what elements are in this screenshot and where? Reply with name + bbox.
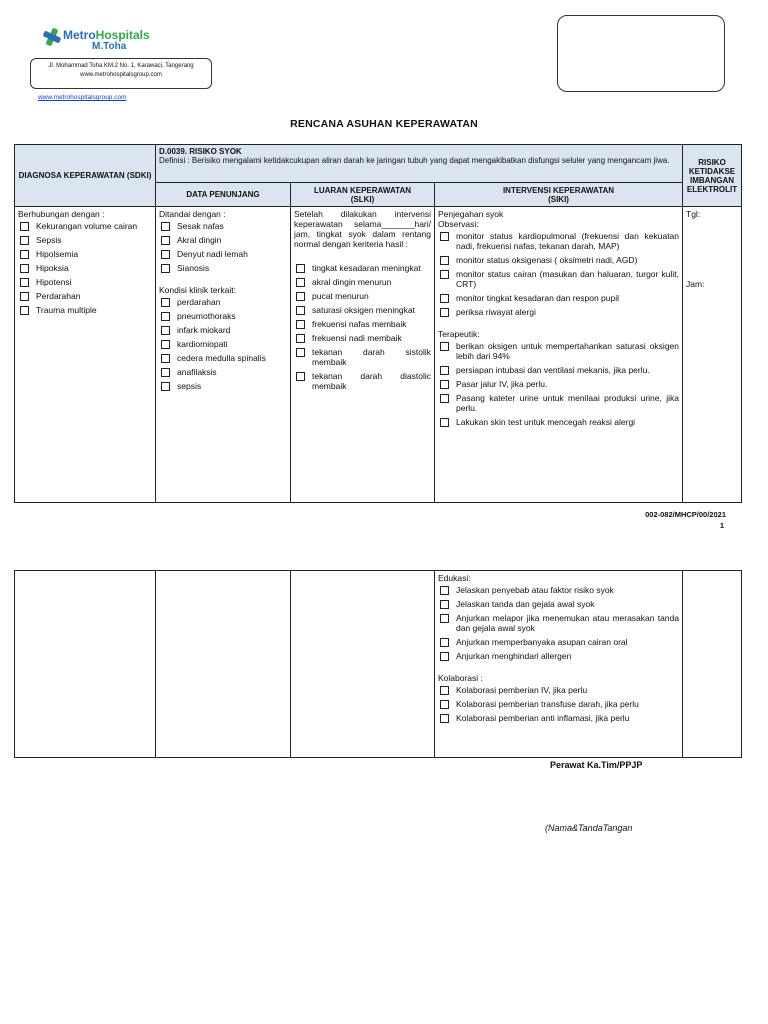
checklist-item <box>438 685 679 695</box>
checkbox[interactable] <box>440 342 449 351</box>
checklist-item <box>438 417 679 427</box>
checklist-item-label: Pasar jalur IV, jika perlu. <box>456 379 548 389</box>
diagnosa-cell-2 <box>15 571 156 758</box>
checklist-item-label: kardiomiopati <box>177 339 228 349</box>
checkbox[interactable] <box>161 250 170 259</box>
checklist-item <box>159 221 287 231</box>
diagnosis-code: D.0039. RISIKO SYOK <box>159 147 242 156</box>
kondisi-heading: Kondisi klinik terkait: <box>159 285 237 295</box>
diagnosis-header <box>156 145 683 183</box>
checkbox[interactable] <box>440 394 449 403</box>
checkbox[interactable] <box>161 264 170 273</box>
checklist-item <box>18 235 152 245</box>
intervensi-cell <box>435 207 683 503</box>
checkbox[interactable] <box>440 308 449 317</box>
checklist-item-label: monitor status kardiopulmonal (frekuensi dan kekuatan nadi, frekuensi nafas, tekanan darah, MAP) <box>456 231 680 251</box>
checkbox[interactable] <box>440 652 449 661</box>
checkbox[interactable] <box>20 250 29 259</box>
hospital-logo-icon <box>42 27 62 47</box>
checkbox[interactable] <box>161 312 170 321</box>
checklist-item <box>438 393 679 413</box>
checklist-item-label: Anjurkan menghindari allergen <box>456 651 572 661</box>
checklist-item-label: tekanan darah diastolic membaik <box>312 371 431 391</box>
intervensi-subtitle: (SIKI) <box>548 194 569 204</box>
checkbox[interactable] <box>296 334 305 343</box>
penunjang-heading: Ditandai dengan : <box>159 209 226 219</box>
intervensi-cell-2 <box>435 571 683 758</box>
diagnosa-cell <box>15 207 156 503</box>
diagnosa-list <box>18 221 152 315</box>
edukasi-label: Edukasi: <box>438 573 471 583</box>
checklist-item-label: saturasi oksigen meningkat <box>312 305 416 315</box>
checklist-item <box>159 381 287 391</box>
checkbox[interactable] <box>161 382 170 391</box>
checkbox[interactable] <box>161 340 170 349</box>
checklist-item-label: Kolaborasi pemberian anti inflamasi, jika perlu <box>456 713 630 723</box>
document-title: RENCANA ASUHAN KEPERAWATAN <box>290 118 478 130</box>
checklist-item <box>159 249 287 259</box>
checkbox[interactable] <box>161 222 170 231</box>
logo-metro: Metro <box>63 28 96 42</box>
checklist-item <box>159 339 287 349</box>
checkbox[interactable] <box>440 380 449 389</box>
checklist-item-label: frekuensi nadi membaik <box>312 333 402 343</box>
checklist-item <box>438 269 679 289</box>
checklist-item-label: Perdarahan <box>36 291 81 301</box>
checkbox[interactable] <box>20 292 29 301</box>
risiko-cell-2 <box>683 571 742 758</box>
checklist-item <box>294 347 431 367</box>
hospital-name <box>63 28 150 42</box>
checkbox[interactable] <box>296 348 305 357</box>
luaran-intro: Setelah dilakukan intervensi keperawatan selama_______hari/ jam, tingkat syok dalam rentang normal dengan keriteria hasil : <box>294 209 431 249</box>
checklist-item <box>294 333 431 343</box>
checklist-item-label: monitor tingkat kesadaran dan respon pupil <box>456 293 620 303</box>
luaran-cell-2 <box>291 571 435 758</box>
tgl-label: Tgl: <box>686 209 701 219</box>
col-luaran-header <box>291 183 435 207</box>
checklist-item <box>18 305 152 315</box>
page-number: 1 <box>719 521 724 530</box>
checklist-item <box>438 307 679 317</box>
checklist-item <box>294 263 431 273</box>
jam-label: Jam: <box>686 279 705 289</box>
checkbox[interactable] <box>440 714 449 723</box>
checklist-item-label: pucat menurun <box>312 291 369 301</box>
checkbox[interactable] <box>440 600 449 609</box>
checklist-item <box>159 367 287 377</box>
checklist-item-label: persiapan intubasi dan ventilasi mekanis, jika perlu. <box>456 365 650 375</box>
checklist-item <box>159 263 287 273</box>
address-box <box>30 58 212 89</box>
checklist-item <box>294 291 431 301</box>
perawat-label: Perawat Ka.Tim/PPJP <box>550 760 643 770</box>
address-website: www.metrohospitalsgroup.com <box>80 72 162 78</box>
observasi-label: Observasi: <box>438 219 479 229</box>
intervensi-title: INTERVENSI KEPERAWATAN <box>502 185 615 195</box>
checklist-item-label: monitor status cairan (masukan dan haluaran, turgor kulit, CRT) <box>456 269 680 289</box>
checkbox[interactable] <box>440 614 449 623</box>
penunjang-list <box>159 221 287 273</box>
checkbox[interactable] <box>20 278 29 287</box>
checklist-item-label: infark miokard <box>177 325 231 335</box>
checkbox[interactable] <box>296 264 305 273</box>
checklist-item-label: pneumothoraks <box>177 311 236 321</box>
checklist-item <box>159 297 287 307</box>
checklist-item-label: Kolaborasi pemberian IV, jika perlu <box>456 685 588 695</box>
kolaborasi-label: Kolaborasi : <box>438 673 483 683</box>
checklist-item <box>438 231 679 251</box>
checklist-item <box>438 255 679 265</box>
signature-label: (Nama&TandaTangan <box>545 823 633 833</box>
checklist-item-label: sepsis <box>177 381 202 391</box>
checklist-item <box>18 221 152 231</box>
col-diagnosa-header: DIAGNOSA KEPERAWATAN (SDKI) <box>15 145 156 207</box>
observasi-list <box>438 231 679 317</box>
checklist-item-label: tingkat kesadaran meningkat <box>312 263 421 273</box>
checkbox[interactable] <box>20 264 29 273</box>
checkbox[interactable] <box>440 700 449 709</box>
checkbox[interactable] <box>440 270 449 279</box>
terapeutik-label: Terapeutik: <box>438 329 480 339</box>
checkbox[interactable] <box>296 278 305 287</box>
diagnosa-heading: Berhubungan dengan : <box>18 209 105 219</box>
checkbox[interactable] <box>296 372 305 381</box>
kondisi-list <box>159 297 287 391</box>
checkbox[interactable] <box>296 306 305 315</box>
checklist-item <box>159 325 287 335</box>
checklist-item <box>18 263 152 273</box>
checklist-item-label: Hipotensi <box>36 277 72 287</box>
luaran-title: LUARAN KEPERAWATAN <box>313 185 412 195</box>
checkbox[interactable] <box>20 222 29 231</box>
checklist-item <box>18 249 152 259</box>
luaran-subtitle: (SLKI) <box>350 194 375 204</box>
checklist-item-label: periksa riwayat alergi <box>456 307 536 317</box>
checklist-item-label: Akral dingin <box>177 235 222 245</box>
edukasi-list <box>438 585 679 661</box>
address-line: Jl. Mohammad Toha KM.2 No. 1, Karawaci, Tangerang <box>48 63 194 69</box>
checkbox[interactable] <box>440 638 449 647</box>
checklist-item <box>438 613 679 633</box>
checklist-item <box>438 379 679 389</box>
data-penunjang-cell <box>156 207 291 503</box>
checkbox[interactable] <box>440 586 449 595</box>
checklist-item <box>438 365 679 375</box>
col-risiko-header: RISIKO KETIDAKSE IMBANGAN ELEKTROLIT <box>683 145 742 207</box>
checklist-item-label: anafilaksis <box>177 367 217 377</box>
checklist-item-label: Sesak nafas <box>177 221 224 231</box>
checkbox[interactable] <box>20 306 29 315</box>
col-data-penunjang-header: DATA PENUNJANG <box>156 183 291 207</box>
checklist-item-label: Trauma multiple <box>36 305 97 315</box>
checklist-item <box>159 311 287 321</box>
checklist-item-label: monitor status oksigenasi ( oksimetri nadi, AGD) <box>456 255 638 265</box>
checkbox[interactable] <box>296 292 305 301</box>
luaran-list <box>294 263 431 391</box>
checklist-item-label: Jelaskan penyebab atau faktor risiko syok <box>456 585 614 595</box>
data-penunjang-cell-2 <box>156 571 291 758</box>
checkbox[interactable] <box>440 366 449 375</box>
website-link[interactable]: www.metrohospitalsgroup.com <box>38 94 127 101</box>
checklist-item <box>294 319 431 329</box>
checklist-item <box>18 277 152 287</box>
hospital-branch: M.Toha <box>92 41 127 52</box>
checkbox[interactable] <box>161 368 170 377</box>
checklist-item <box>438 585 679 595</box>
checkbox[interactable] <box>440 256 449 265</box>
checklist-item <box>438 599 679 609</box>
care-plan-table-continued <box>14 570 742 758</box>
checkbox[interactable] <box>161 298 170 307</box>
checklist-item-label: Jelaskan tanda dan gejala awal syok <box>456 599 595 609</box>
intervensi-heading: Penjegahan syok <box>438 209 504 219</box>
checklist-item-label: perdarahan <box>177 297 221 307</box>
checkbox[interactable] <box>161 326 170 335</box>
checklist-item <box>18 291 152 301</box>
checklist-item-label: Lakukan skin test untuk mencegah reaksi alergi <box>456 417 636 427</box>
document-code: 002-082/MHCP/00/2021 <box>645 510 726 519</box>
col-intervensi-header <box>435 183 683 207</box>
checklist-item-label: Hipolsemia <box>36 249 79 259</box>
checklist-item-label: cedera medulla spinalis <box>177 353 266 363</box>
logo-hospitals: Hospitals <box>95 28 150 42</box>
patient-id-box <box>557 15 725 92</box>
terapeutik-list <box>438 341 679 427</box>
checkbox[interactable] <box>296 320 305 329</box>
checklist-item-label: Denyut nadi lemah <box>177 249 248 259</box>
diagnosis-definition: Definisi : Berisiko mengalami ketidakcukupan aliran darah ke jaringan tubuh yang dapat mengakibatkan disfungsi seluler yang mengancam jiwa. <box>159 156 670 165</box>
checklist-item-label: Anjurkan melapor jika menemukan atau merasakan tanda dan gejala awal syok <box>456 613 679 633</box>
risiko-cell <box>683 207 742 503</box>
checklist-item <box>438 651 679 661</box>
luaran-cell <box>291 207 435 503</box>
checklist-item-label: Anjurkan memperbanyaka asupan cairan oral <box>456 637 628 647</box>
checklist-item <box>438 341 679 361</box>
checkbox[interactable] <box>440 418 449 427</box>
checklist-item <box>294 305 431 315</box>
checkbox[interactable] <box>20 236 29 245</box>
checklist-item-label: Hipoksia <box>36 263 69 273</box>
checklist-item <box>438 699 679 709</box>
checklist-item <box>159 353 287 363</box>
checkbox[interactable] <box>440 686 449 695</box>
checkbox[interactable] <box>161 354 170 363</box>
checklist-item-label: Sepsis <box>36 235 62 245</box>
checklist-item-label: frekuensi nafas membaik <box>312 319 407 329</box>
checklist-item <box>438 713 679 723</box>
checklist-item <box>438 293 679 303</box>
checklist-item-label: tekanan darah sistolik membaik <box>312 347 431 367</box>
checklist-item-label: Sianosis <box>177 263 210 273</box>
checklist-item <box>159 235 287 245</box>
checkbox[interactable] <box>440 294 449 303</box>
checklist-item <box>294 371 431 391</box>
checklist-item <box>438 637 679 647</box>
checklist-item-label: Kekurangan volume cairan <box>36 221 138 231</box>
checkbox[interactable] <box>440 232 449 241</box>
checklist-item-label: Pasang kateter urine untuk menilaai produksi urine, jika perlu. <box>456 393 680 413</box>
checklist-item-label: berikan oksigen untuk mempertahankan saturasi oksigen lebih dari 94% <box>456 341 680 361</box>
checklist-item <box>294 277 431 287</box>
checklist-item-label: Kolaborasi pemberian transfuse darah, jika perlu <box>456 699 639 709</box>
checklist-item-label: akral dingin menurun <box>312 277 392 287</box>
checkbox[interactable] <box>161 236 170 245</box>
care-plan-table <box>14 144 742 503</box>
kolaborasi-list <box>438 685 679 723</box>
